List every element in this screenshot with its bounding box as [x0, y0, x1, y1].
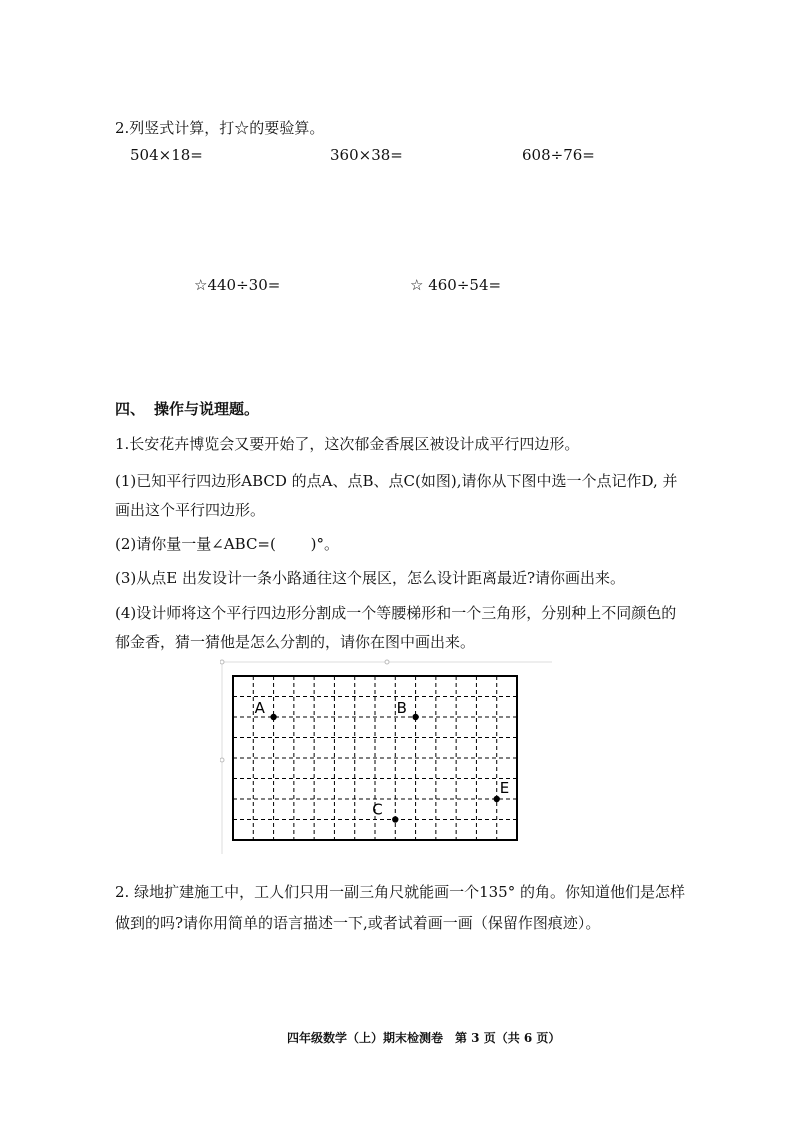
q1-part4-line1: (4)设计师将这个平行四边形分割成一个等腰梯形和一个三角形，分别种上不同颜色的 [115, 604, 677, 622]
calc-4: ☆440÷30= [194, 276, 281, 294]
frame-handle [220, 758, 224, 762]
frame-handle [385, 660, 389, 664]
q2-angle-line2: 做到的吗?请你用简单的语言描述一下,或者试着画一画（保留作图痕迹）。 [115, 914, 601, 932]
point-c [392, 816, 398, 822]
point-b [412, 714, 418, 720]
point-label-e: E [499, 779, 510, 797]
q2-angle-line1: 2. 绿地扩建施工中，工人们只用一副三角尺就能画一个135° 的角。你知道他们是怎样 [115, 883, 685, 901]
parallelogram-grid-figure [220, 658, 560, 858]
q1-part1-line1: (1)已知平行四边形ABCD 的点A、点B、点C(如图),请你从下图中选一个点记作D, 并 [115, 472, 678, 490]
calc-1: 504×18= [130, 146, 203, 164]
frame-handle [220, 660, 224, 664]
q1-intro: 1.长安花卉博览会又要开始了，这次郁金香展区被设计成平行四边形。 [115, 435, 580, 453]
point-label-a: A [254, 699, 265, 717]
point-label-b: B [396, 699, 407, 717]
point-a [270, 714, 276, 720]
point-label-c: C [372, 800, 383, 819]
calc-2: 360×38= [330, 146, 403, 164]
section-title: 操作与说理题。 [154, 400, 260, 418]
calc-5: ☆ 460÷54= [410, 276, 502, 294]
q1-part2: (2)请你量一量∠ABC=( )°。 [115, 535, 339, 553]
q1-part1-line2: 画出这个平行四边形。 [115, 501, 266, 519]
q1-part3: (3)从点E 出发设计一条小路通往这个展区，怎么设计距离最近?请你画出来。 [115, 569, 626, 587]
section-number: 四、 [115, 400, 146, 418]
q2-title: 2.列竖式计算，打☆的要验算。 [115, 119, 325, 137]
q1-part4-line2: 郁金香，猜一猜他是怎么分割的，请你在图中画出来。 [115, 633, 476, 651]
page-footer: 四年级数学（上）期末检测卷 第 3 页（共 6 页） [287, 1031, 561, 1045]
calc-3: 608÷76= [522, 146, 595, 164]
